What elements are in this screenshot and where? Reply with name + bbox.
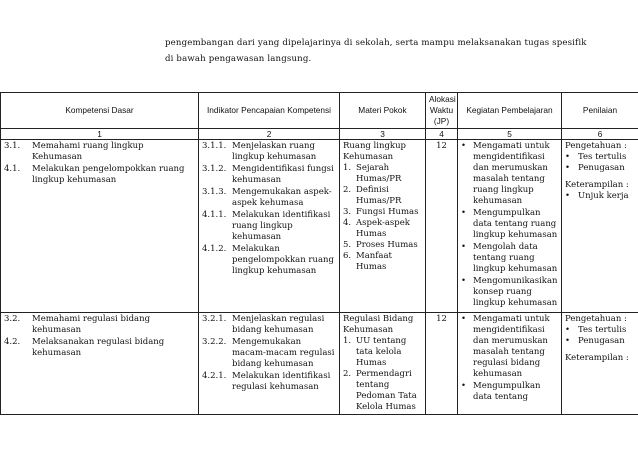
indikator-number: 3.1.1. (202, 141, 227, 151)
penilaian-item (565, 325, 635, 336)
kd-number: 3.2. (4, 314, 21, 324)
indikator-text: Melakukan pengelompokkan ruang lingkup kehumasan (232, 244, 334, 276)
bullet-icon: • (461, 208, 467, 218)
penilaian-pengetahuan: Pengetahuan : (565, 314, 627, 324)
bullet-icon: • (565, 152, 571, 162)
kd-cell (1, 313, 199, 415)
penilaian-keterampilan: Keterampilan : (565, 353, 629, 363)
header-penilaian: Penilaian (562, 93, 638, 129)
bullet-icon: • (565, 191, 571, 201)
bullet-icon: • (461, 314, 467, 324)
kd-text: Memahami regulasi bidang kehumasan (32, 314, 151, 335)
kd-item (4, 164, 195, 186)
kd-item (4, 337, 195, 359)
materi-number: 2. (343, 185, 352, 195)
materi-text: Permendagri tentang Pedoman Tata Kelola Humas (356, 369, 417, 412)
indikator-text: Menjelaskan regulasi bidang kehumasan (232, 314, 325, 335)
indikator-text: Mengemukakan aspek-aspek kehumasa (232, 187, 332, 208)
penilaian-text: Tes tertulis (578, 325, 627, 335)
materi-pokok-cell (340, 140, 426, 313)
materi-number: 1. (343, 336, 352, 346)
materi-item (343, 218, 422, 240)
indikator-item (202, 141, 336, 163)
indikator-text: Melakukan identifikasi ruang lingkup kehumasan (232, 210, 331, 242)
materi-text: Aspek-aspek Humas (356, 218, 410, 239)
indikator-number: 3.1.3. (202, 187, 227, 197)
materi-text: Fungsi Humas (356, 207, 419, 217)
materi-item (343, 336, 422, 369)
kd-number: 3.1. (4, 141, 21, 151)
materi-item (343, 369, 422, 413)
penilaian-item (565, 191, 635, 202)
indikator-number: 4.2.1. (202, 371, 227, 381)
penilaian-text: Penugasan (578, 163, 625, 173)
bullet-icon: • (461, 141, 467, 151)
penilaian-cell (562, 313, 638, 415)
materi-number: 3. (343, 207, 352, 217)
indikator-item (202, 210, 336, 243)
kegiatan-item (461, 314, 558, 380)
indikator-item (202, 337, 336, 370)
header-materi-pokok: Materi Pokok (340, 93, 426, 129)
kd-number: 4.1. (4, 164, 21, 174)
kd-text: Melakukan pengelompokkan ruang lingkup kehumasan (32, 164, 185, 185)
materi-text: Proses Humas (356, 240, 418, 250)
penilaian-item (565, 152, 635, 163)
intro-paragraph (165, 35, 605, 67)
indikator-item (202, 371, 336, 393)
kd-item (4, 314, 195, 336)
materi-text: Sejarah Humas/PR (356, 163, 402, 184)
materi-pokok-cell (340, 313, 426, 415)
penilaian-item (565, 336, 635, 347)
intro-line-2: di bawah pengawasan langsung. (165, 54, 312, 64)
kegiatan-text: Mengumpulkan data tentang ruang lingkup kehumasan (473, 208, 558, 240)
header-alokasi-waktu: Alokasi Waktu (JP) (426, 93, 458, 129)
intro-line-1: pengembangan dari yang dipelajarinya di sekolah, serta mampu melaksanakan tugas spesifik (165, 38, 587, 48)
kegiatan-text: Mengamati untuk mengidentifikasi dan merumuskan masalah tentang regulasi bidang kehumasan (473, 314, 550, 379)
indikator-cell (199, 140, 340, 313)
kegiatan-item (461, 242, 558, 275)
syllabus-table (0, 92, 638, 415)
indikator-number: 3.2.2. (202, 337, 227, 347)
materi-number: 4. (343, 218, 352, 228)
column-number-row (1, 129, 638, 140)
header-kegiatan-pembelajaran: Kegiatan Pembelajaran (458, 93, 562, 129)
kegiatan-text: Mengamati untuk mengidentifikasi dan merumuskan masalah tentang ruang lingkup kehumasan (473, 141, 550, 206)
indikator-text: Melakukan identifikasi regulasi kehumasan (232, 371, 331, 392)
indikator-text: Mengemukakan macam-macam regulasi bidang kehumasan (232, 337, 335, 369)
indikator-number: 4.1.1. (202, 210, 227, 220)
indikator-text: Menjelaskan ruang lingkup kehumasan (232, 141, 317, 162)
bullet-icon: • (565, 336, 571, 346)
column-number: 5 (458, 129, 562, 140)
bullet-icon: • (461, 242, 467, 252)
indikator-cell (199, 313, 340, 415)
kegiatan-item (461, 208, 558, 241)
materi-item (343, 240, 422, 251)
column-number: 6 (562, 129, 638, 140)
materi-item (343, 251, 422, 273)
indikator-text: Mengidentifikasi fungsi kehumasan (232, 164, 334, 185)
materi-text: UU tentang tata kelola Humas (356, 336, 407, 368)
penilaian-pengetahuan: Pengetahuan : (565, 141, 627, 151)
header-indikator: Indikator Pencapaian Kompetensi (199, 93, 340, 129)
kegiatan-item (461, 141, 558, 207)
indikator-number: 3.2.1. (202, 314, 227, 324)
indikator-item (202, 187, 336, 209)
indikator-number: 3.1.2. (202, 164, 227, 174)
column-number: 3 (340, 129, 426, 140)
kd-item (4, 141, 195, 163)
column-number: 2 (199, 129, 340, 140)
indikator-item (202, 314, 336, 336)
materi-pokok-title: Ruang lingkup Kehumasan (343, 141, 406, 162)
kegiatan-item (461, 381, 558, 403)
penilaian-cell (562, 140, 638, 313)
penilaian-keterampilan: Keterampilan : (565, 180, 629, 190)
bullet-icon: • (565, 325, 571, 335)
column-number: 4 (426, 129, 458, 140)
kegiatan-cell (458, 140, 562, 313)
penilaian-text: Unjuk kerja (578, 191, 629, 201)
materi-number: 1. (343, 163, 352, 173)
table-row (1, 313, 638, 415)
kegiatan-text: Mengomunikasikan konsep ruang lingkup kehumasan (473, 276, 558, 308)
penilaian-text: Tes tertulis (578, 152, 627, 162)
kegiatan-text: Mengumpulkan data tentang (473, 381, 541, 402)
indikator-item (202, 164, 336, 186)
penilaian-item (565, 163, 635, 174)
kd-cell (1, 140, 199, 313)
materi-item (343, 185, 422, 207)
materi-number: 2. (343, 369, 352, 379)
alokasi-waktu-cell: 12 (426, 313, 458, 415)
materi-number: 6. (343, 251, 352, 261)
alokasi-waktu-cell: 12 (426, 140, 458, 313)
materi-item (343, 207, 422, 218)
table-row (1, 140, 638, 313)
kd-number: 4.2. (4, 337, 21, 347)
bullet-icon: • (461, 276, 467, 286)
materi-number: 5. (343, 240, 352, 250)
bullet-icon: • (565, 163, 571, 173)
header-kompetensi-dasar: Kompetensi Dasar (1, 93, 199, 129)
kegiatan-text: Mengolah data tentang ruang lingkup kehumasan (473, 242, 558, 274)
kegiatan-cell (458, 313, 562, 415)
materi-item (343, 163, 422, 185)
header-row (1, 93, 638, 129)
materi-pokok-title: Regulasi Bidang Kehumasan (343, 314, 414, 335)
indikator-number: 4.1.2. (202, 244, 227, 254)
indikator-item (202, 244, 336, 277)
kegiatan-item (461, 276, 558, 309)
column-number: 1 (1, 129, 199, 140)
materi-text: Definisi Humas/PR (356, 185, 402, 206)
kd-text: Melaksanakan regulasi bidang kehumasan (32, 337, 165, 358)
penilaian-text: Penugasan (578, 336, 625, 346)
materi-text: Manfaat Humas (356, 251, 392, 272)
kd-text: Memahami ruang lingkup Kehumasan (32, 141, 144, 162)
bullet-icon: • (461, 381, 467, 391)
